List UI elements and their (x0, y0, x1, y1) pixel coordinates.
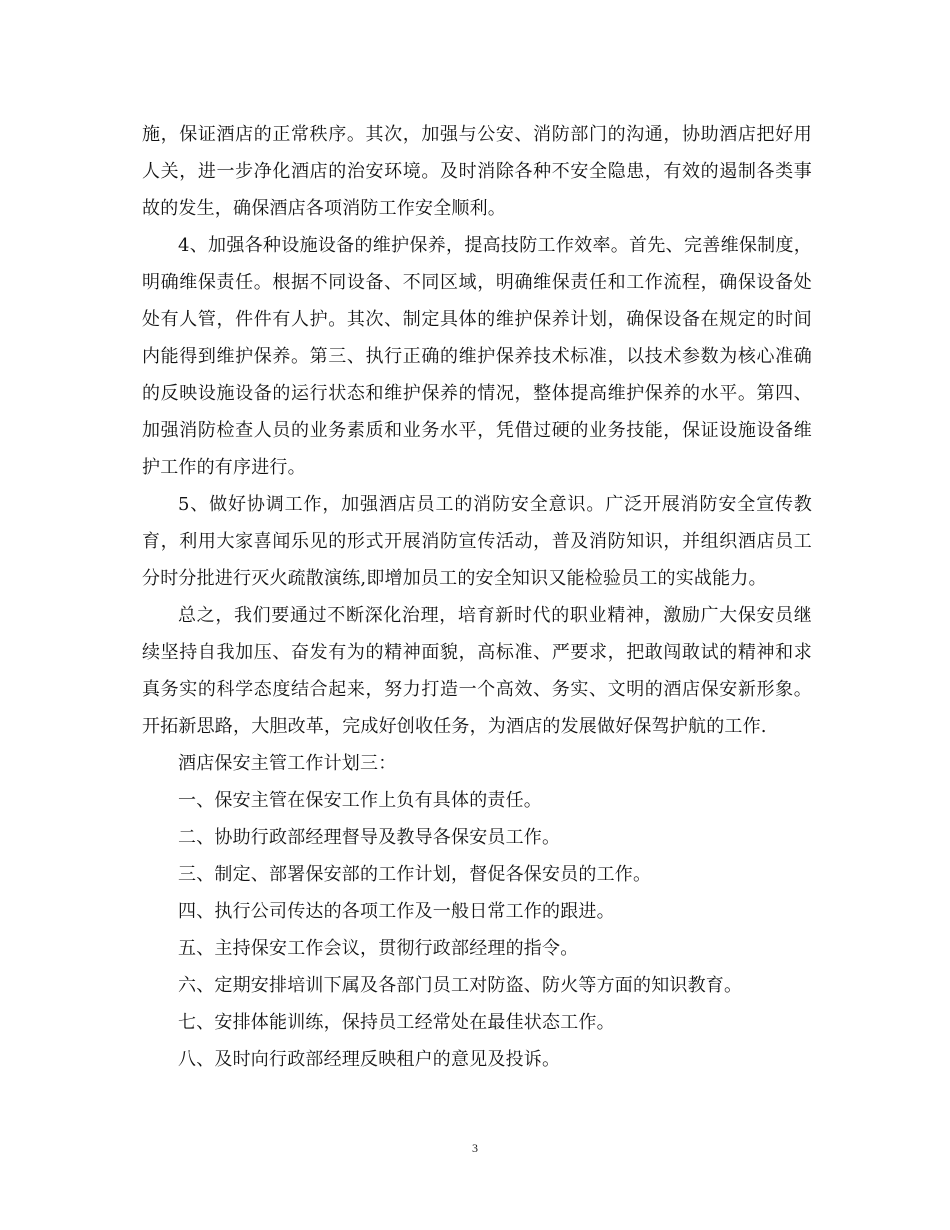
page-number: 3 (472, 1141, 478, 1155)
plan-item-7: 七、安排体能训练，保持员工经常处在最佳状态工作。 (178, 1012, 615, 1033)
plan-item-5: 五、主持保安工作会议，贯彻行政部经理的指令。 (178, 938, 579, 959)
plan-item-3: 三、制定、部署保安部的工作计划，督促各保安员的工作。 (178, 864, 652, 885)
plan-item-1: 一、保安主管在保安工作上负有具体的责任。 (178, 790, 542, 811)
document-body (142, 116, 812, 1078)
plan-title: 酒店保安主管工作计划三： (178, 753, 397, 774)
paragraph-continuation: 施，保证酒店的正常秩序。其次，加强与公安、消防部门的沟通，协助酒店把好用人关，进一步净化酒店的治安环境。及时消除各种不安全隐患，有效的遏制各类事故的发生，确保酒店各项消防工作安全顺利。 (142, 124, 812, 219)
paragraph-item-5: 5、做好协调工作，加强酒店员工的消防安全意识。广泛开展消防安全宣传教育，利用大家喜闻乐见的形式开展消防宣传活动，普及消防知识，并组织酒店员工分时分批进行灭火疏散演练,即增加员工的安全知识又能检验员工的实战能力。 (142, 494, 812, 589)
paragraph-summary: 总之，我们要通过不断深化治理，培育新时代的职业精神，激励广大保安员继续坚持自我加压、奋发有为的精神面貌，高标准、严要求，把敢闯敢试的精神和求真务实的科学态度结合起来，努力打造一个高效、务实、文明的酒店保安新形象。开拓新思路，大胆改革，完成好创收任务，为酒店的发展做好保驾护航的工作. (142, 605, 812, 737)
plan-item-8: 八、及时向行政部经理反映租户的意见及投诉。 (178, 1049, 561, 1070)
plan-item-4: 四、执行公司传达的各项工作及一般日常工作的跟进。 (178, 901, 615, 922)
paragraph-item-4: 4、加强各种设施设备的维护保养，提高技防工作效率。首先、完善维保制度，明确维保责任。根据不同设备、不同区域，明确维保责任和工作流程，确保设备处处有人管，件件有人护。其次、制定具体的维护保养计划，确保设备在规定的时间内能得到维护保养。第三、执行正确的维护保养技术标准，以技术参数为核心准确的反映设施设备的运行状态和维护保养的情况，整体提高维护保养的水平。第四、加强消防检查人员的业务素质和业务水平，凭借过硬的业务技能，保证设施设备维护工作的有序进行。 (142, 235, 812, 478)
plan-item-2: 二、协助行政部经理督导及教导各保安员工作。 (178, 827, 561, 848)
plan-item-6: 六、定期安排培训下属及各部门员工对防盗、防火等方面的知识教育。 (178, 975, 743, 996)
